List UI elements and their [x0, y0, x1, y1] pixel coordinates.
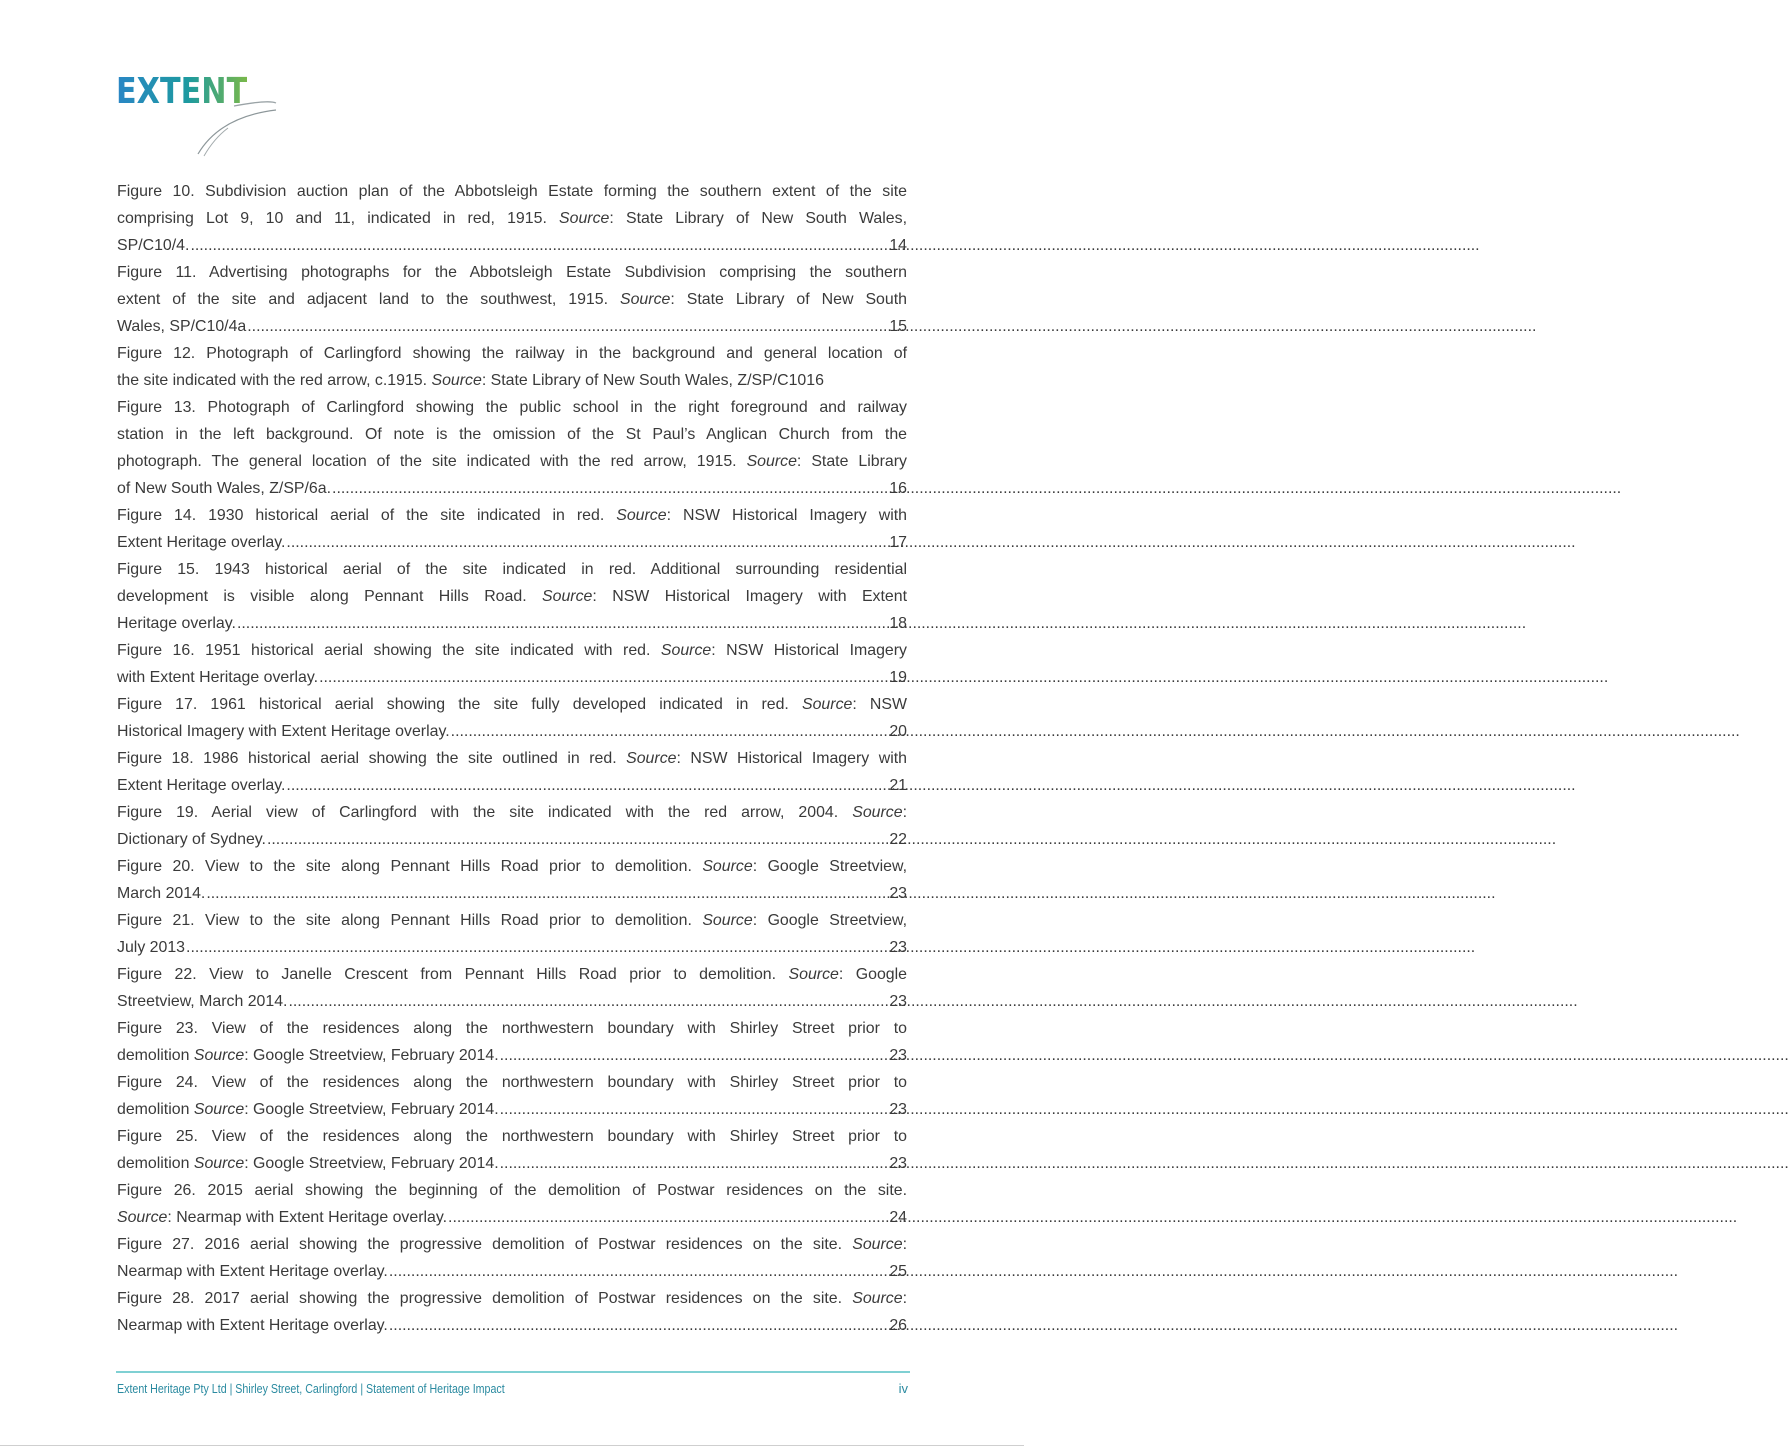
italic-source-label: Source — [746, 453, 797, 470]
dot-leader — [247, 313, 888, 340]
italic-source-label: Source — [431, 372, 482, 389]
entry-tail-line — [117, 934, 907, 961]
toc-entry[interactable] — [117, 907, 907, 961]
italic-source-label: Source — [702, 858, 753, 875]
list-of-figures — [117, 178, 907, 1339]
italic-source-label: Source — [802, 696, 853, 713]
dot-leader — [206, 880, 888, 907]
entry-caption-line: Figure 12. Photograph of Carlingford showing the railway in the background and general location of — [117, 345, 907, 362]
toc-entry[interactable] — [117, 394, 907, 502]
text-run: : State Library of New South — [670, 291, 907, 308]
footer-text: Extent Heritage Pty Ltd | Shirley Street, Carlingford | Statement of Heritage Impact — [117, 1381, 505, 1396]
toc-entry[interactable] — [117, 1285, 907, 1339]
text-run: Figure 20. View to the site along Pennant Hills Road prior to demolition. — [117, 858, 703, 875]
dot-leader — [448, 1204, 888, 1231]
text-run: Figure 21. View to the site along Pennant Hills Road prior to demolition. — [117, 912, 703, 929]
italic-source-label: Source — [702, 912, 753, 929]
toc-entry[interactable] — [117, 961, 907, 1015]
entry-caption-line — [117, 367, 907, 394]
entry-caption-end: Extent Heritage overlay. — [117, 534, 286, 551]
page-edge — [0, 1445, 1024, 1446]
text-run: Figure 19. Aerial view of Carlingford with the site indicated with the red arrow, 2004. — [117, 804, 853, 821]
toc-entry[interactable] — [117, 1123, 907, 1177]
dot-leader — [286, 772, 888, 799]
entry-page-number: 25 — [889, 1263, 907, 1280]
toc-entry[interactable] — [117, 1177, 907, 1231]
toc-entry[interactable] — [117, 691, 907, 745]
dot-leader — [389, 1258, 888, 1285]
entry-tail-line — [117, 772, 907, 799]
dot-leader — [190, 232, 888, 259]
italic-source-label: Source — [852, 1290, 903, 1307]
toc-entry[interactable] — [117, 340, 907, 394]
entry-caption-end: Wales, SP/C10/4a — [117, 318, 247, 335]
italic-source-label: Source — [616, 507, 667, 524]
entry-page-number: 18 — [889, 615, 907, 632]
italic-source-label: Source — [660, 642, 712, 659]
entry-page-number: 23 — [889, 885, 907, 902]
text-run: : NSW — [852, 696, 907, 713]
entry-page-number: 16 — [889, 480, 907, 497]
footer-divider — [116, 1371, 910, 1373]
entry-caption-end: Heritage overlay. — [117, 615, 236, 632]
entry-page-number: 23 — [889, 1047, 907, 1064]
text-run: Figure 22. View to Janelle Crescent from Pennant Hills Road prior to demolition. — [117, 966, 789, 983]
dot-leader — [332, 475, 888, 502]
entry-caption-line: Figure 10. Subdivision auction plan of the Abbotsleigh Estate forming the southern extent of the site — [117, 183, 907, 200]
entry-caption-end: Nearmap with Extent Heritage overlay. — [117, 1263, 388, 1280]
entry-tail-line — [117, 1312, 907, 1339]
text-run: Figure 14. 1930 historical aerial of the site indicated in red. — [117, 507, 617, 524]
entry-page-number: 23 — [889, 1155, 907, 1172]
text-run: : Google Streetview, — [752, 858, 907, 875]
entry-tail-line — [117, 1204, 907, 1231]
entry-caption-end: Streetview, March 2014. — [117, 993, 288, 1010]
entry-page-number: 17 — [889, 534, 907, 551]
entry-caption-end — [117, 1096, 499, 1123]
dot-leader — [389, 1312, 888, 1339]
entry-caption-end — [117, 1150, 499, 1177]
entry-caption-line — [117, 583, 907, 610]
text-run: Figure 16. 1951 historical aerial showing the site indicated with red. — [117, 642, 661, 659]
text-run: : Google — [838, 966, 908, 983]
entry-caption-end: Nearmap with Extent Heritage overlay. — [117, 1317, 388, 1334]
italic-source-label: Source — [852, 1236, 903, 1253]
entry-caption-line — [117, 907, 907, 934]
entry-caption-line: Figure 23. View of the residences along the northwestern boundary with Shirley Street prior to — [117, 1020, 907, 1037]
logo-wordmark: EXTENT — [116, 71, 248, 112]
entry-caption-end: July 2013 — [117, 939, 186, 956]
entry-page-number: 15 — [889, 318, 907, 335]
text-run: : State Library — [796, 453, 907, 470]
text-run: the site indicated with the red arrow, c.1915. — [117, 372, 432, 389]
footer-page-number: iv — [898, 1381, 908, 1396]
dot-leader — [267, 826, 888, 853]
text-run: : State Library of New South Wales, Z/SP/C1016 — [481, 372, 824, 389]
entry-caption-line — [117, 1285, 907, 1312]
entry-tail-line — [117, 1150, 907, 1177]
dot-leader — [286, 529, 888, 556]
entry-caption-line — [117, 799, 907, 826]
entry-tail-line — [117, 664, 907, 691]
italic-source-label: Source — [788, 966, 839, 983]
entry-caption-line: station in the left background. Of note is the omission of the St Paul’s Anglican Church from the — [117, 426, 907, 443]
entry-tail-line — [117, 718, 907, 745]
toc-entry[interactable] — [117, 556, 907, 637]
italic-source-label: Source — [620, 291, 671, 308]
text-run: : — [902, 1236, 907, 1253]
entry-caption-end: March 2014. — [117, 885, 206, 902]
dot-leader — [500, 1150, 889, 1177]
entry-page-number: 23 — [889, 939, 907, 956]
entry-tail-line — [117, 826, 907, 853]
dot-leader — [500, 1096, 889, 1123]
text-run: Figure 27. 2016 aerial showing the progressive demolition of Postwar residences on the site. — [117, 1236, 853, 1253]
italic-source-label: Source — [626, 750, 677, 767]
extent-logo — [116, 70, 286, 162]
entry-tail-line — [117, 610, 907, 637]
entry-caption-end: of New South Wales, Z/SP/6a. — [117, 480, 332, 497]
text-run: : NSW Historical Imagery with — [676, 750, 907, 767]
entry-tail-line — [117, 475, 907, 502]
italic-source-label: Source — [852, 804, 903, 821]
text-run: : Google Streetview, February 2014. — [244, 1047, 499, 1064]
entry-page-number: 20 — [889, 723, 907, 740]
toc-entry[interactable] — [117, 502, 907, 556]
text-run: : Nearmap with Extent Heritage overlay. — [167, 1209, 448, 1226]
entry-caption-line — [117, 745, 907, 772]
text-run: Figure 17. 1961 historical aerial showing the site fully developed indicated in red. — [117, 696, 802, 713]
entry-caption-line: Figure 24. View of the residences along the northwestern boundary with Shirley Street prior to — [117, 1074, 907, 1091]
entry-caption-line — [117, 853, 907, 880]
entry-caption-line: Figure 25. View of the residences along the northwestern boundary with Shirley Street prior to — [117, 1128, 907, 1145]
text-run: : State Library of New South Wales, — [609, 210, 908, 227]
entry-tail-line — [117, 1258, 907, 1285]
entry-caption-end: SP/C10/4. — [117, 237, 190, 254]
dot-leader — [186, 934, 888, 961]
toc-entry[interactable] — [117, 1231, 907, 1285]
text-run: extent of the site and adjacent land to the southwest, 1915. — [117, 291, 620, 308]
toc-entry[interactable] — [117, 1015, 907, 1069]
entry-caption-line — [117, 961, 907, 988]
entry-page-number: 22 — [889, 831, 907, 848]
entry-caption-line: Figure 13. Photograph of Carlingford showing the public school in the right foreground and railway — [117, 399, 907, 416]
text-run: demolition — [117, 1047, 194, 1064]
dot-leader — [451, 718, 889, 745]
toc-entry[interactable] — [117, 259, 907, 340]
italic-source-label: Source — [117, 1209, 168, 1226]
text-run: comprising Lot 9, 10 and 11, indicated in red, 1915. — [117, 210, 560, 227]
text-run: Figure 18. 1986 historical aerial showing the site outlined in red. — [117, 750, 627, 767]
entry-caption-end: Dictionary of Sydney. — [117, 831, 266, 848]
text-run: : Google Streetview, February 2014. — [244, 1101, 499, 1118]
italic-source-label: Source — [542, 588, 593, 605]
entry-caption-end — [117, 1042, 499, 1069]
entry-caption-line: Figure 11. Advertising photographs for the Abbotsleigh Estate Subdivision comprising the southern — [117, 264, 907, 281]
entry-page-number: 19 — [889, 669, 907, 686]
italic-source-label: Source — [193, 1101, 245, 1118]
text-run: : NSW Historical Imagery — [711, 642, 907, 659]
toc-entry[interactable] — [117, 745, 907, 799]
text-run: : — [902, 1290, 907, 1307]
entry-caption-line — [117, 637, 907, 664]
entry-caption-end: with Extent Heritage overlay. — [117, 669, 319, 686]
entry-caption-line — [117, 1231, 907, 1258]
toc-entry[interactable] — [117, 178, 907, 259]
toc-entry[interactable] — [117, 799, 907, 853]
text-run: photograph. The general location of the site indicated with the red arrow, 1915. — [117, 453, 747, 470]
dot-leader — [319, 664, 888, 691]
dot-leader — [288, 988, 888, 1015]
entry-caption-line — [117, 286, 907, 313]
entry-tail-line — [117, 880, 907, 907]
text-run: development is visible along Pennant Hills Road. — [117, 588, 543, 605]
text-run: demolition — [117, 1101, 194, 1118]
entry-page-number: 14 — [889, 237, 907, 254]
entry-tail-line — [117, 1096, 907, 1123]
text-run: demolition — [117, 1155, 194, 1172]
entry-caption-end: Historical Imagery with Extent Heritage overlay. — [117, 723, 450, 740]
toc-entry[interactable] — [117, 1069, 907, 1123]
entry-page-number: 23 — [889, 1101, 907, 1118]
text-run: : Google Streetview, — [752, 912, 907, 929]
entry-page-number: 23 — [889, 993, 907, 1010]
entry-caption-end — [117, 1204, 447, 1231]
entry-caption-line — [117, 448, 907, 475]
entry-caption-end: Extent Heritage overlay. — [117, 777, 286, 794]
entry-tail-line — [117, 313, 907, 340]
entry-caption-line — [117, 502, 907, 529]
entry-tail-line — [117, 232, 907, 259]
entry-caption-line — [117, 691, 907, 718]
entry-page-number: 26 — [889, 1317, 907, 1334]
italic-source-label: Source — [193, 1155, 245, 1172]
toc-entry[interactable] — [117, 853, 907, 907]
text-run: Figure 28. 2017 aerial showing the progressive demolition of Postwar residences on the site. — [117, 1290, 853, 1307]
toc-entry[interactable] — [117, 637, 907, 691]
entry-page-number: 24 — [889, 1209, 907, 1226]
entry-caption-line: Figure 15. 1943 historical aerial of the site indicated in red. Additional surrounding residential — [117, 561, 907, 578]
text-run: : — [902, 804, 907, 821]
text-run: : NSW Historical Imagery with Extent — [592, 588, 907, 605]
entry-caption-line — [117, 205, 907, 232]
entry-tail-line — [117, 1042, 907, 1069]
entry-caption-line: Figure 26. 2015 aerial showing the beginning of the demolition of Postwar residences on the site. — [117, 1182, 907, 1199]
italic-source-label: Source — [559, 210, 610, 227]
dot-leader — [500, 1042, 889, 1069]
entry-tail-line — [117, 988, 907, 1015]
text-run: : Google Streetview, February 2014. — [244, 1155, 499, 1172]
logo-swoosh-icon — [116, 70, 286, 162]
text-run: : NSW Historical Imagery with — [666, 507, 907, 524]
italic-source-label: Source — [193, 1047, 245, 1064]
dot-leader — [237, 610, 888, 637]
entry-page-number: 21 — [889, 777, 907, 794]
entry-tail-line — [117, 529, 907, 556]
